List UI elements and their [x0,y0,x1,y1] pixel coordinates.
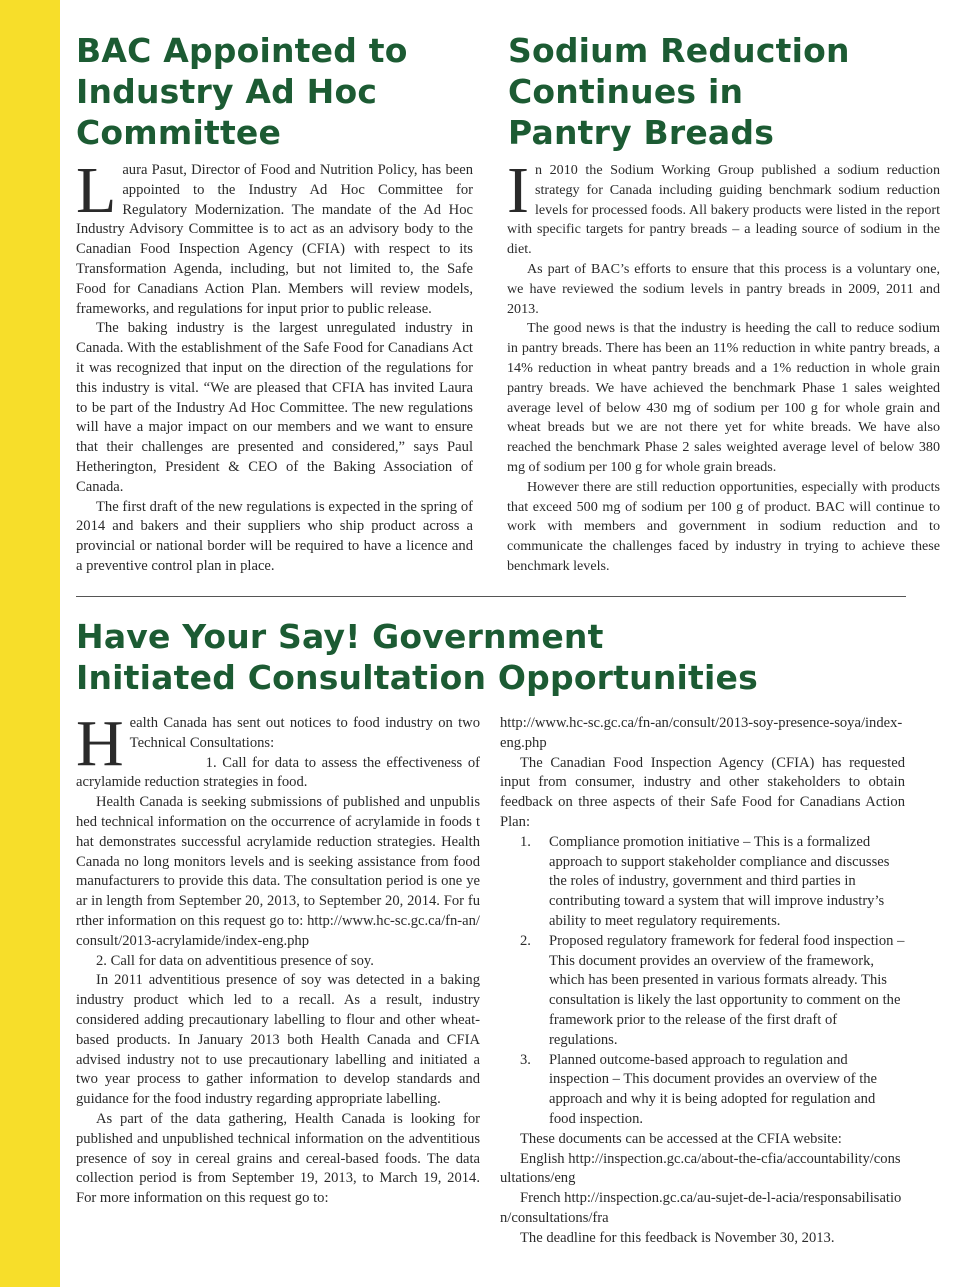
paragraph: These documents can be accessed at the CFIA website: [520,1130,842,1147]
list-number: 3. [520,1051,531,1068]
section-divider [76,596,906,597]
paragraph: The Canadian Food Inspection Agency (CFIA) has requested input from consumer, industry and other stakeholders to obtain feedback on three aspects of their Safe Food for Canadians Action Plan: [500,754,905,830]
title-line: Continues in [508,72,744,111]
article-have-your-say-body-left [76,707,480,1209]
list-item [500,1051,905,1130]
paragraph: The first draft of the new regulations is expected in the spring of 2014 and bakers and their suppliers who ship product across a provincial or national border will be required to have a licence and a preventive control plan in place. [76,498,473,574]
paragraph: As part of the data gathering, Health Canada is looking for published and unpublished technical information on the adventitious presence of soy in cereal grains and cereal-based foods. The data collection period is from September 19, 2013, to March 19, 2014. For more information on this request go to: [76,1110,480,1207]
article-bac-appointed-title [76,30,408,153]
paragraph: As part of BAC’s efforts to ensure that this process is a voluntary one, we have reviewed the sodium levels in pantry breads in 2009, 2011 and 2013. [507,260,940,317]
yellow-side-stripe [0,0,60,1287]
title-line: BAC Appointed to [76,31,408,70]
english-link-text: English http://inspection.gc.ca/about-the-cfia/accountability/consultations/eng [500,1150,901,1187]
title-line: Committee [76,113,282,152]
french-link-text: French http://inspection.gc.ca/au-sujet-de-l-acia/responsabilisation/consultations/fra [500,1190,902,1226]
paragraph: The good news is that the industry is heeding the call to reduce sodium in pantry breads. There has been an 11% reduction in white pantry breads, a 14% reduction in wheat pantry breads and a 1% reduction in whole grain pantry breads. We have achieved the benchmark Phase 1 sales weighted average level of below 430 mg of sodium per 100 g for whole grain and wheat breads but we are not there yet for white breads. We have also reached the benchmark Phase 2 sales weighted average level of below 380 mg of sodium per 100 g for whole grain breads. [507,320,940,475]
title-line: Sodium Reduction [508,31,850,70]
cfia-consultation-list [500,833,905,1130]
title-line: Initiated Consultation Opportunities [76,658,758,697]
deadline-text: The deadline for this feedback is November 30, 2013. [520,1229,835,1246]
list-text: Proposed regulatory framework for federal food inspection – This document provides an overview of the framework, which has been presented in various formats already. This consultation is likely the last opportunity to comment on the framework prior to the release of the first draft of regulations. [549,932,905,1048]
paragraph: Health Canada is seeking submissions of published and unpublished technical information on the occurrence of acrylamide in foods that demonstrates successful acrylamide reduction strategies. Health Canada no long monitors levels and is seeking assistance from food manufacturers to provide this data. The consultation period is one year in length from September 20, 2013, to September 20, 2014. For further information on this request go to: http://www.hc-sc.gc.ca/fn-an/consult/2013-acrylamide/index-eng.php [76,794,480,949]
title-line: Have Your Say! Government [76,617,604,656]
drop-cap: I [507,154,529,227]
paragraph: n 2010 the Sodium Working Group published a sodium reduction strategy for Canada including guiding benchmark sodium reduction levels for processed foods. All bakery products were listed in the report with specific targets for pantry breads – a leading source of sodium in the diet. [507,162,940,258]
consultation-1-heading: 1. Call for data to assess the effectiveness of acrylamide reduction strategies in food. [76,754,480,791]
list-text: Planned outcome-based approach to regulation and inspection – This document provides an overview of the approach and why it is being adopted for regulation and food inspection. [549,1051,878,1127]
article-sodium-reduction-title [508,30,850,153]
list-item [500,932,905,1051]
paragraph: In 2011 adventitious presence of soy was detected in a baking industry product which led to a recall. As a result, industry considered adding precautionary labelling to flour and other wheat-based products. In January 2013 both Health Canada and CFIA advised industry not to use precautionary labelling and initiated a two year process to gather information to develop standards and guidance for the food industry regarding appropriate labelling. [76,972,480,1108]
list-number: 1. [520,833,531,850]
drop-cap: H [76,707,124,780]
consultation-2-heading: 2. Call for data on adventitious presence of soy. [96,952,374,969]
paragraph: The baking industry is the largest unregulated industry in Canada. With the establishment of the Safe Food for Canadians Act it was recognized that input on the direction of the regulations for this industry is vital. “We are pleased that CFIA has invited Laura to be part of the Industry Ad Hoc Committee. The new regulations will have a major impact on our members and we want to ensure that their challenges are presented and considered,” says Paul Hetherington, President & CEO of the Baking Association of Canada. [76,320,473,495]
article-have-your-say-title [76,616,758,698]
paragraph: ealth Canada has sent out notices to food industry on two Technical Consultations: [129,715,480,751]
title-line: Pantry Breads [508,113,775,152]
title-line: Industry Ad Hoc [76,72,378,111]
drop-cap: L [76,154,117,227]
paragraph: aura Pasut, Director of Food and Nutrition Policy, has been appointed to the Industry Ad Hoc Committee for Regulatory Modernization. The mandate of the Ad Hoc Industry Advisory Committee is to act as an advisory body to the Canadian Food Inspection Agency (CFIA) with respect to its Transformation Agenda, including, but not limited to, the Safe Food for Canadians Action Plan. Members will review models, frameworks, and regulations for input prior to public release. [76,162,473,317]
list-text: Compliance promotion initiative – This is a formalized approach to support stakeholder compliance and discusses the roles of industry, government and third parties in contributing toward a system that will improve industry’s ability to meet regulatory requirements. [549,833,890,929]
article-have-your-say-body-right [500,714,905,1249]
list-item [500,833,905,932]
soy-consultation-url: http://www.hc-sc.gc.ca/fn-an/consult/2013-soy-presence-soya/index-eng.php [500,715,903,751]
paragraph: However there are still reduction opportunities, especially with products that exceed 500 mg of sodium per 100 g of product. BAC will continue to work with members and government in sodium reduction and to communicate the challenges faced by industry in trying to achieve these benchmark levels. [507,478,940,574]
article-bac-appointed-body [76,154,473,577]
article-sodium-reduction-body [507,154,940,577]
list-number: 2. [520,932,531,949]
